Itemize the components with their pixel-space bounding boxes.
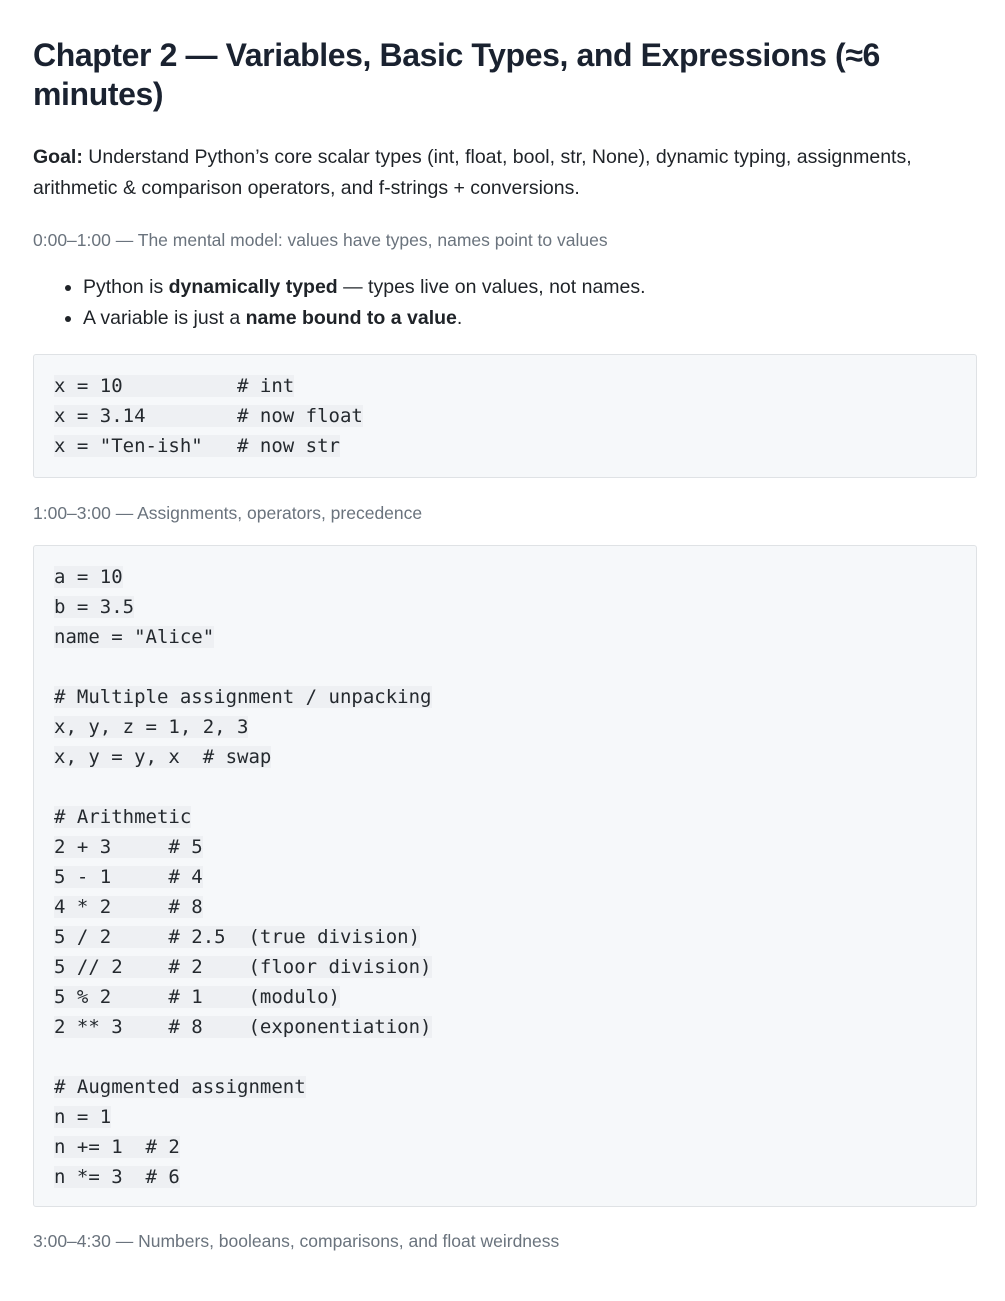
code-line: 5 - 1 # 4: [54, 866, 203, 888]
section-label-assignments: 1:00–3:00 — Assignments, operators, precedence: [33, 503, 423, 523]
code-line: # Augmented assignment: [54, 1076, 306, 1098]
code-block-variables: [33, 354, 977, 478]
code-line: # Arithmetic: [54, 806, 192, 828]
code-line: [54, 772, 956, 802]
bullet-item: [83, 303, 976, 334]
code-line: b = 3.5: [54, 596, 135, 618]
code-line: # Multiple assignment / unpacking: [54, 686, 432, 708]
code-block-operators: [33, 545, 977, 1207]
code-line: [54, 652, 956, 682]
bullet-item: [83, 272, 976, 303]
code-line: n *= 3 # 6: [54, 1166, 180, 1188]
goal-text: Understand Python’s core scalar types (int, float, bool, str, None), dynamic typing, assignments, arithmetic & comparison operators, and f-strings + conversions.: [33, 146, 912, 199]
bullet-emphasis: dynamically typed: [168, 276, 338, 298]
code-line: n += 1 # 2: [54, 1136, 180, 1158]
goal-paragraph: [33, 142, 976, 204]
code-line: name = "Alice": [54, 626, 215, 648]
bullet-text: Python is: [83, 276, 169, 298]
code-line: a = 10: [54, 566, 123, 588]
bullet-text: A variable is just a: [83, 307, 246, 329]
code-line: 2 + 3 # 5: [54, 836, 203, 858]
bullet-list: [33, 272, 976, 334]
goal-label: Goal:: [33, 146, 83, 168]
section-label-mental-model: 0:00–1:00 — The mental model: values have types, names point to values: [33, 230, 608, 250]
code-line: n = 1: [54, 1106, 112, 1128]
bullet-text: — types live on values, not names.: [337, 276, 646, 298]
code-line: x, y = y, x # swap: [54, 746, 272, 768]
section-label-numbers: 3:00–4:30 — Numbers, booleans, comparisons, and float weirdness: [33, 1231, 560, 1251]
code-line: 5 // 2 # 2 (floor division): [54, 956, 432, 978]
code-line: 2 ** 3 # 8 (exponentiation): [54, 1016, 432, 1038]
bullet-emphasis: name bound to a value: [245, 307, 457, 329]
code-line: [54, 1042, 956, 1072]
code-line: x = 3.14 # now float: [54, 405, 363, 427]
code-line: x, y, z = 1, 2, 3: [54, 716, 249, 738]
bullet-text: .: [456, 307, 463, 329]
code-line: 4 * 2 # 8: [54, 896, 203, 918]
code-line: x = "Ten-ish" # now str: [54, 435, 340, 457]
code-line: x = 10 # int: [54, 375, 295, 397]
code-line: 5 / 2 # 2.5 (true division): [54, 926, 421, 948]
code-line: 5 % 2 # 1 (modulo): [54, 986, 340, 1008]
chapter-title: Chapter 2 — Variables, Basic Types, and Expressions (≈6 minutes): [33, 37, 880, 112]
